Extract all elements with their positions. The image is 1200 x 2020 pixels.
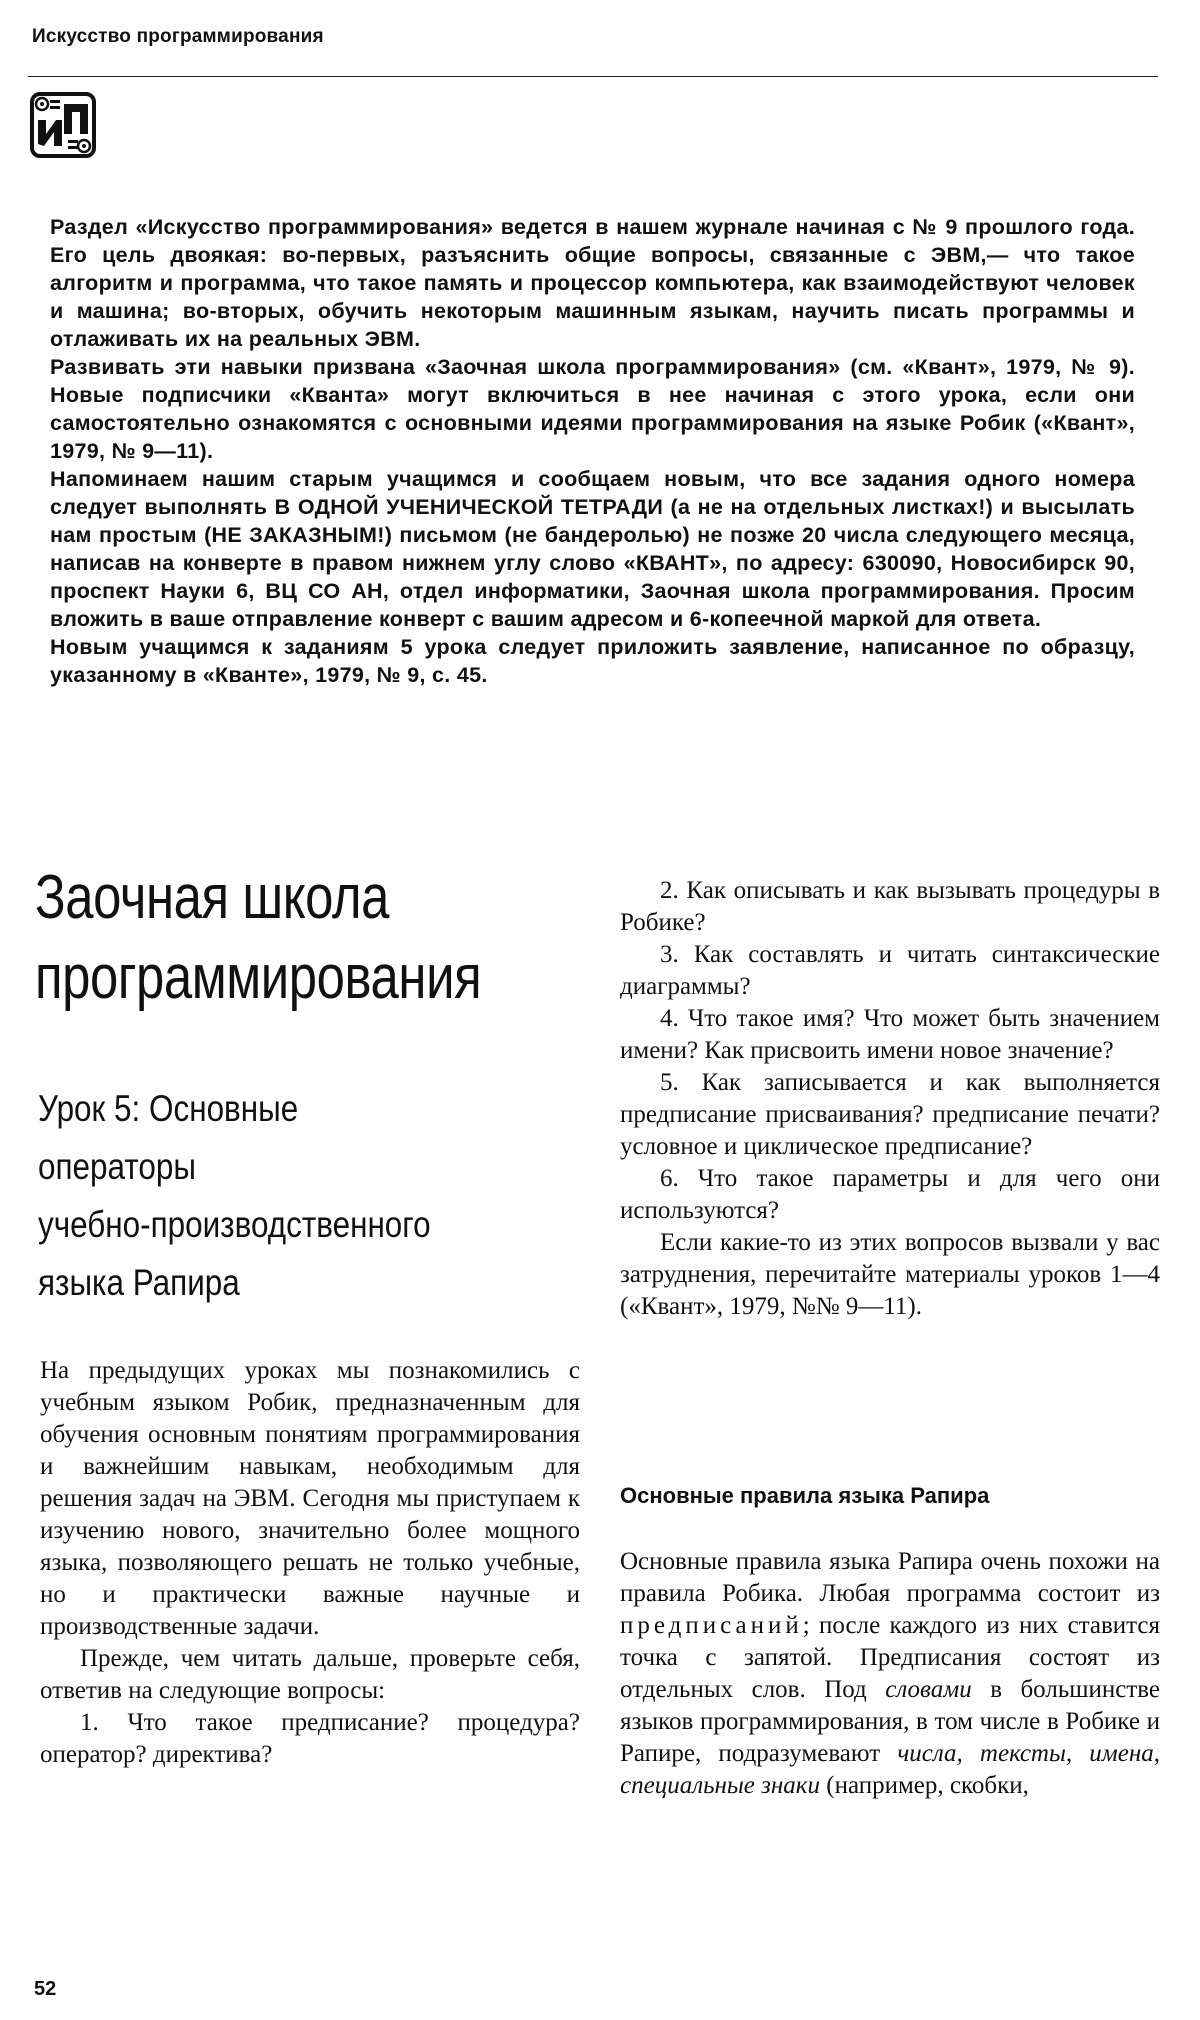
section-logo-icon — [28, 90, 98, 160]
question-4: 4. Что такое имя? Что может быть значением имени? Как присвоить имени новое значение? — [620, 1005, 1160, 1064]
intro-notice — [50, 213, 1135, 689]
subtitle-line-4: языка Рапира — [38, 1262, 240, 1303]
rules-text-a: Основные правила языка Рапира очень похожи на правила Робика. Любая программа состоит из — [620, 1548, 1160, 1607]
intro-paragraph-2: Развивать эти навыки призвана «Заочная школа программирования» (см. «Квант», 1979, № 9). Новые подписчики «Кванта» могут включиться в нее начиная с этого урока, если они самостоятельно ознакомятся с основными идеями программирования на языке Робик («Квант», 1979, № 9—11). — [50, 355, 1135, 463]
running-head: Искусство программирования — [32, 26, 324, 47]
question-2: 2. Как описывать и как вызывать процедуры в Робике? — [620, 877, 1160, 936]
rules-term-list: числа, тексты, имена, специальные знаки — [620, 1740, 1160, 1799]
question-6: 6. Что такое параметры и для чего они используются? — [620, 1165, 1160, 1224]
rules-text-g: (например, скобки, — [826, 1772, 1029, 1799]
rules-paragraph — [620, 1546, 1160, 1802]
body-paragraph-2: Прежде, чем читать дальше, проверьте себя, ответив на следующие вопросы: — [40, 1645, 580, 1704]
subtitle-line-2: операторы — [38, 1146, 196, 1187]
question-5: 5. Как записывается и как выполняется предписание присваивания? предписание печати? условное и циклическое предписание? — [620, 1069, 1160, 1160]
intro-paragraph-4: Новым учащимся к заданиям 5 урока следует приложить заявление, написанное по образцу, указанному в «Кванте», 1979, № 9, с. 45. — [50, 635, 1135, 687]
article-title-line-1: Заочная школа — [35, 863, 390, 932]
intro-paragraph-1: Раздел «Искусство программирования» ведется в нашем журнале начиная с № 9 прошлого года. Его цель двоякая: во-первых, разъяснить общие вопросы, связанные с ЭВМ,— что такое алгоритм и программа, что такое память и процессор компьютера, как взаимодействуют человек и машина; во-вторых, обучить некоторым машинным языкам, научить писать программы и отлаживать их на реальных ЭВМ. — [50, 215, 1135, 351]
subtitle-line-3: учебно-производственного — [38, 1204, 431, 1245]
rules-term-prescriptions: предписаний — [620, 1612, 803, 1639]
article-title-line-2: программирования — [35, 943, 482, 1012]
rules-term-words: словами — [885, 1676, 972, 1703]
body-paragraph-1: На предыдущих уроках мы познакомились с учебным языком Робик, предназначенным для обучения основным понятиям программирования и важнейшим навыкам, необходимым для решения задач на ЭВМ. Сегодня мы приступаем к изучению нового, значительно более мощного языка, позволяющего решать не только учебные, но и практически важные научные и производственные задачи. — [40, 1357, 580, 1640]
page-number: 52 — [34, 1978, 57, 2000]
lesson-subtitle — [38, 1080, 540, 1312]
subtitle-line-1: Урок 5: Основные — [38, 1088, 299, 1129]
section-heading: Основные правила языка Рапира — [620, 1483, 990, 1508]
intro-paragraph-3: Напоминаем нашим старым учащимся и сообщаем новым, что все задания одного номера следует выполнять В ОДНОЙ УЧЕНИЧЕСКОЙ ТЕТРАДИ (а не на отдельных листках!) и высылать нам простым (НЕ ЗАКАЗНЫМ!) письмом (не бандеролью) не позже 20 числа следующего месяца, написав на конверте в правом нижнем углу слово «КВАНТ», по адресу: 630090, Новосибирск 90, проспект Науки 6, ВЦ СО АН, отдел информатики, Заочная школа программирования. Просим вложить в ваше отправление конверт с вашим адресом и 6-копеечной маркой для ответа. — [50, 467, 1135, 631]
question-3: 3. Как составлять и читать синтаксические диаграммы? — [620, 941, 1160, 1000]
left-column — [40, 1355, 580, 1771]
rules-text-e: в большинстве языков программирования, в том числе в Робике и Рапире, подразумевают — [620, 1676, 1161, 1767]
rules-text-c: ; после каждого из них ставится точка с запятой. Предписания состоят из отдельных слов. Под — [620, 1612, 1160, 1703]
header-rule — [28, 76, 1158, 77]
article-title — [35, 858, 494, 1018]
question-1: 1. Что такое предписание? процедура? оператор? директива? — [40, 1709, 580, 1768]
right-column-rules — [620, 1546, 1160, 1802]
right-column-questions — [620, 875, 1160, 1323]
review-note: Если какие-то из этих вопросов вызвали у вас затруднения, перечитайте материалы уроков 1—4 («Квант», 1979, №№ 9—11). — [620, 1229, 1160, 1320]
